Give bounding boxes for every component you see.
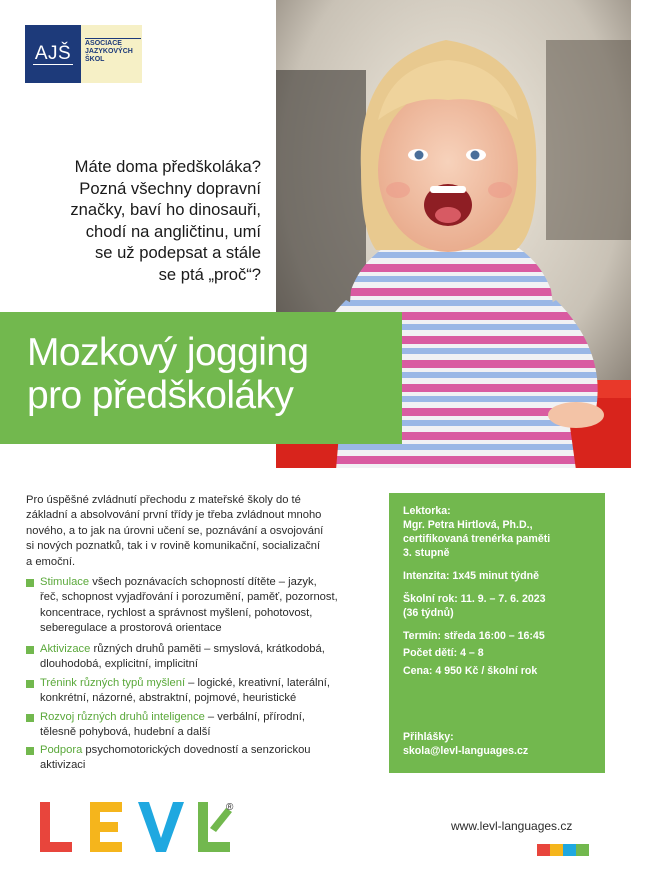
bullet-text: všech poznávacích schopností dítěte – jazyk, — [89, 576, 317, 588]
bullet-square-icon — [26, 646, 34, 654]
ajs-logo — [25, 25, 142, 83]
bullet-highlight: Podpora — [40, 744, 83, 756]
bullet-text: dlouhodobá, explicitní, implicitní — [40, 658, 198, 671]
intro-line: Máte doma předškoláka? — [74, 157, 261, 176]
bullet-text: tělesně pohybová, hudební a další — [40, 726, 211, 739]
page-title-line-1: Mozkový jogging — [27, 331, 309, 374]
color-square-yellow — [550, 844, 563, 856]
brand-color-bar — [537, 844, 589, 856]
bullet-text: koncentrace, rychlost a správnost myšlení, pohotovost, — [40, 606, 313, 619]
color-square-blue — [563, 844, 576, 856]
intro-line: značky, baví ho dinosauři, — [70, 200, 261, 220]
bullet-text: konkrétní, názorné, abstraktní, pojmové, heuristické — [40, 692, 297, 705]
bullet-text: – logické, kreativní, laterální, — [185, 677, 330, 689]
intro-line: chodí na angličtinu, umí — [85, 221, 261, 241]
bullet-text: různých druhů paměti – smyslová, krátkodobá, — [90, 643, 325, 655]
ajs-logo-name — [81, 25, 142, 83]
bullet-podpora — [26, 743, 376, 774]
bullet-square-icon — [26, 579, 34, 587]
schedule: Termín: středa 16:00 – 16:45 — [403, 630, 545, 642]
lecturer-label: Lektorka: — [403, 505, 451, 517]
ajs-logo-mark — [25, 25, 81, 83]
ajs-logo-mark-text: AJŠ — [34, 42, 72, 64]
bullet-text: seberegulace a prostorová orientace — [40, 622, 222, 635]
intro-paragraph — [26, 493, 371, 570]
website-link[interactable]: www.levl-languages.cz — [451, 819, 573, 833]
bullet-square-icon — [26, 747, 34, 755]
bullet-aktivizace — [26, 642, 376, 673]
levl-letter-v — [138, 802, 184, 852]
levl-logo — [38, 798, 238, 856]
children-count: Počet dětí: 4 – 8 — [403, 647, 484, 659]
color-square-red — [537, 844, 550, 856]
intro-line: Pozná všechny dopravní — [79, 178, 261, 198]
page-title-line-2: pro předškoláky — [27, 374, 294, 417]
paragraph-line: a emoční. — [26, 555, 76, 568]
school-year: Školní rok: 11. 9. – 7. 6. 2023 — [403, 593, 546, 605]
bullet-highlight: Trénink různých typů myšlení — [40, 677, 186, 689]
bullet-highlight: Stimulace — [40, 576, 90, 588]
bullet-square-icon — [26, 714, 34, 722]
bullet-trenink — [26, 676, 376, 707]
levl-logo-graphic — [38, 798, 238, 856]
ajs-name-line: ASOCIACE — [85, 40, 122, 47]
bullet-square-icon — [26, 680, 34, 688]
lecturer-line: Mgr. Petra Hirtlová, Ph.D., — [403, 519, 533, 531]
bullet-highlight: Aktivizace — [40, 643, 91, 655]
signup-email[interactable]: skola@levl-languages.cz — [403, 745, 529, 757]
title-banner — [0, 312, 402, 444]
ajs-name-line: JAZYKOVÝCH — [85, 48, 133, 55]
bullet-highlight: Rozvoj různých druhů inteligence — [40, 711, 205, 723]
ajs-name-line: ŠKOL — [85, 56, 105, 63]
intro-question — [26, 156, 261, 286]
registered-mark: ® — [226, 802, 234, 813]
lecturer-line: 3. stupně — [403, 547, 450, 559]
intro-line: se ptá „proč“? — [158, 264, 261, 284]
price: Cena: 4 950 Kč / školní rok — [403, 665, 538, 677]
lecturer-line: certifikovaná trenérka paměti — [403, 533, 551, 545]
school-year-weeks: (36 týdnů) — [403, 607, 454, 619]
bullet-rozvoj — [26, 710, 376, 741]
paragraph-line: nového, a to jak na úrovni učení se, poznávání a osvojování — [26, 524, 324, 537]
paragraph-line: základní a absolvování první třídy je třeba zvládnout mnoho — [26, 509, 322, 522]
course-info-box — [389, 493, 605, 773]
paragraph-line: Pro úspěšné zvládnutí přechodu z mateřské školy do té — [26, 494, 301, 506]
bullet-stimulace — [26, 575, 376, 637]
paragraph-line: si nových poznatků, tak i v rovině komunikační, socializační — [26, 540, 321, 553]
bullet-text: – verbální, přírodní, — [204, 711, 305, 723]
bullet-text: aktivizaci — [40, 759, 86, 772]
intro-line: se už podepsat a stále — [94, 243, 261, 263]
signup-label: Přihlášky: — [403, 731, 454, 743]
intensity: Intenzita: 1x45 minut týdně — [403, 570, 539, 582]
bullet-text: psychomotorických dovedností a senzorickou — [82, 744, 311, 756]
color-square-green — [576, 844, 589, 856]
bullet-text: řeč, schopnost vyjadřování i porozumění, paměť, pozornost, — [40, 591, 338, 604]
